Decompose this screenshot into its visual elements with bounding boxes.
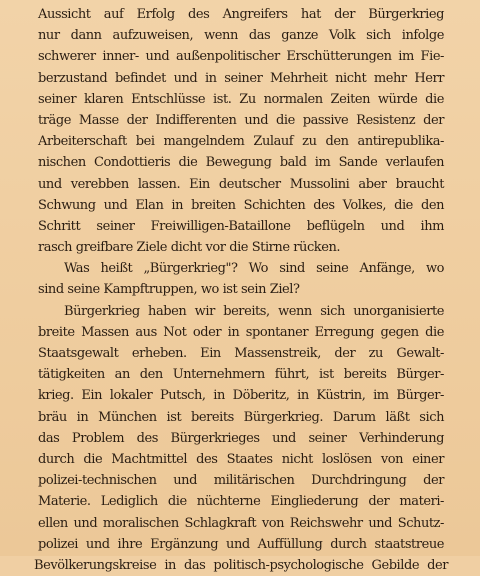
text-line: rasch greifbare Ziele dicht vor die Stirne rücken. [38,240,341,256]
text-line: seiner klaren Entschlüsse ist. Zu normalen Zeiten würde die [38,91,444,107]
text-line: Materie. Lediglich die nüchterne Eingliederung der materi- [38,494,444,510]
text-line: Bürgerkrieg haben wir bereits, wenn sich unorganisierte [64,303,444,319]
text-line: Was heißt „Bürgerkrieg"? Wo sind seine Anfänge, wo [64,261,444,277]
text-line: tätigkeiten an den Unternehmern führt, ist bereits Bürger- [38,367,444,383]
text-line: nur dann aufzuweisen, wenn das ganze Volk sich infolge [38,28,444,44]
text-line: Aussicht auf Erfolg des Angreifers hat der Bürgerkrieg [38,7,444,22]
text-line: und verebben lassen. Ein deutscher Mussolini aber braucht [38,176,444,192]
text-line: Arbeiterschaft bei mangelndem Zulauf zu den antirepublika- [38,134,444,150]
page-text [34,4,448,576]
text-line: Schwung und Elan in breiten Schichten des Volkes, die den [38,197,444,213]
text-line: Staatsgewalt erheben. Ein Massenstreik, der zu Gewalt- [38,346,444,361]
text-line: Bevölkerungskreise in das politisch-psychologische Gebilde der [34,557,448,573]
text-line: breite Massen aus Not oder in spontaner Erregung gegen die [38,324,444,340]
text-line: bräu in München ist bereits Bürgerkrieg. Darum läßt sich [38,409,444,425]
text-line: polizei und ihre Ergänzung und Auffüllung durch staatstreue [38,536,444,552]
text-line: nischen Condottieris die Bewegung bald im Sande verlaufen [38,155,444,171]
text-line: berzustand befindet und in seiner Mehrheit nicht mehr Herr [38,70,444,86]
text-line: durch die Machtmittel des Staates nicht loslösen von einer [38,451,444,467]
text-line: Schritt seiner Freiwilligen-Bataillone beflügeln und ihm [38,218,444,234]
text-line: polizei-technischen und militärischen Durchdringung der [38,473,444,489]
text-line: das Problem des Bürgerkrieges und seiner Verhinderung [38,430,444,446]
text-line: schwerer inner- und außenpolitischer Erschütterungen im Fie- [38,49,444,65]
text-line: ellen und moralischen Schlagkraft von Reichswehr und Schutz- [38,515,444,531]
text-line: krieg. Ein lokaler Putsch, in Döberitz, in Küstrin, im Bürger- [38,388,444,404]
text-line: träge Masse der Indifferenten und die passive Resistenz der [38,112,444,128]
text-line: sind seine Kampftruppen, wo ist sein Ziel? [38,282,300,298]
